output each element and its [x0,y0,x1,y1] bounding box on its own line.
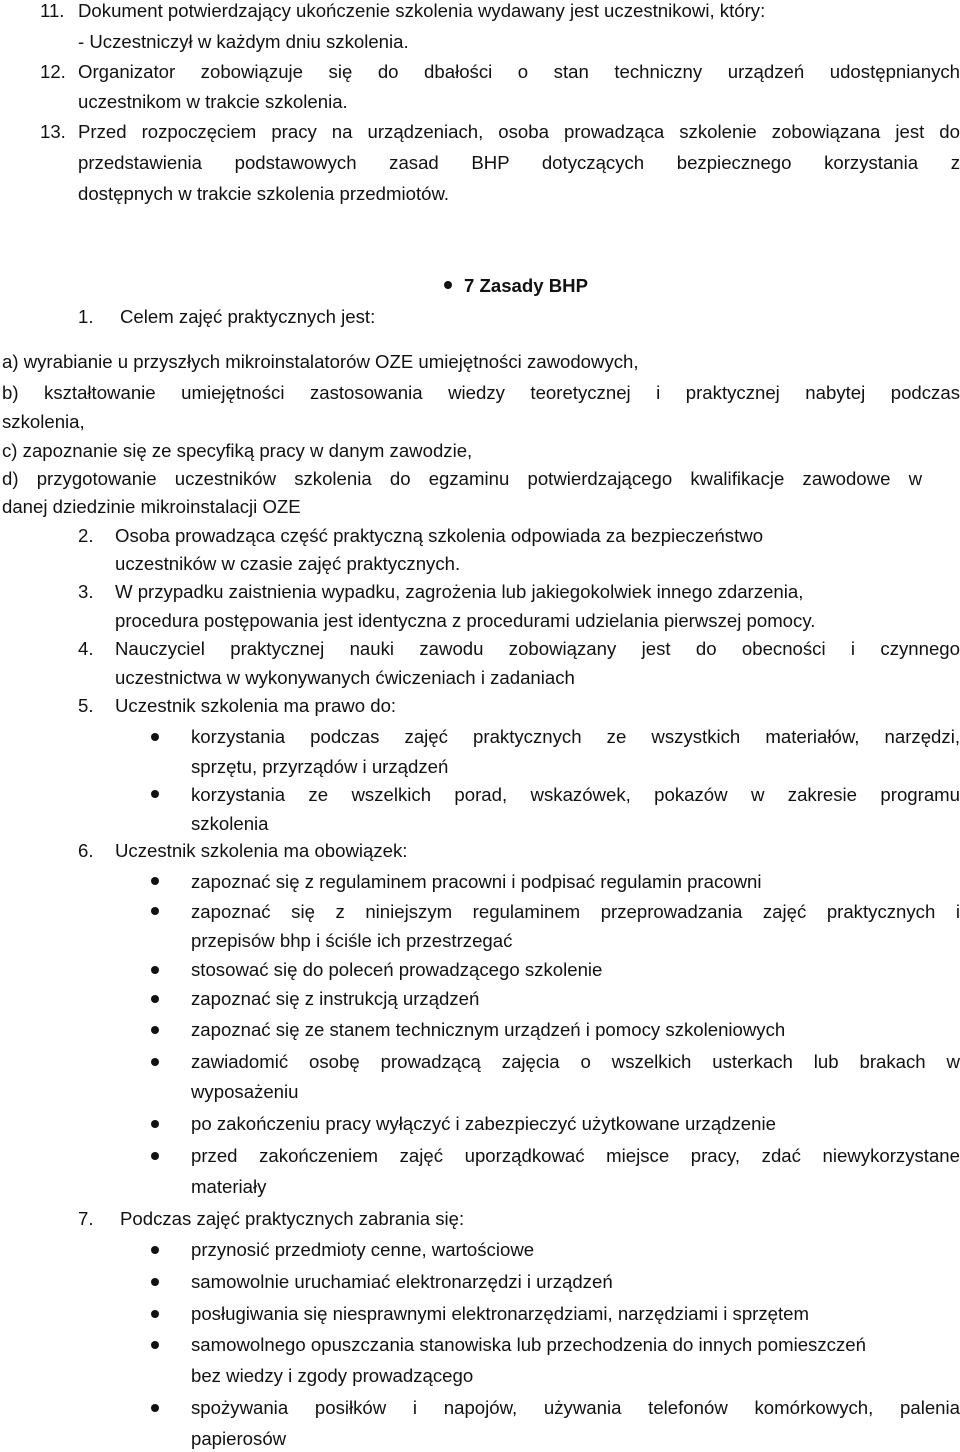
goal-line: c) zapoznanie się ze specyfiką pracy w danym zawodzie, [2,440,473,461]
bullet-icon [151,1026,159,1034]
list-item: spożywania posiłków i napojów, używania telefonów komórkowych, palenia [191,1397,960,1418]
bullet-icon [151,1310,159,1318]
item-text: przedstawienia podstawowych zasad BHP dotyczących bezpiecznego korzystania z [78,152,960,173]
list-item: samowolnie uruchamiać elektronarzędzi i urządzeń [191,1271,613,1292]
item-number: 6. [78,840,94,861]
item-text: W przypadku zaistnienia wypadku, zagrożenia lub jakiegokolwiek innego zdarzenia, [115,581,804,602]
item-text: Dokument potwierdzający ukończenie szkolenia wydawany jest uczestnikowi, który: [78,0,766,21]
list-item: zapoznać się ze stanem technicznym urządzeń i pomocy szkoleniowych [191,1019,786,1040]
goal-line: danej dziedzinie mikroinstalacji OZE [2,496,301,517]
item-number: 7. [78,1208,94,1229]
list-item: po zakończeniu pracy wyłączyć i zabezpieczyć użytkowane urządzenie [191,1113,776,1134]
list-item: zapoznać się z instrukcją urządzeń [191,988,480,1009]
list-item: zapoznać się z niniejszym regulaminem przeprowadzania zajęć praktycznych i [191,901,960,922]
goal-line: b) kształtowanie umiejętności zastosowania wiedzy teoretycznej i praktycznej nabytej podczas [2,382,960,403]
list-item: stosować się do poleceń prowadzącego szkolenie [191,959,603,980]
list-item: korzystania podczas zajęć praktycznych ze wszystkich materiałów, narzędzi, [191,726,960,747]
goal-line: a) wyrabianie u przyszłych mikroinstalatorów OZE umiejętności zawodowych, [2,351,639,372]
goal-line: d) przygotowanie uczestników szkolenia do egzaminu potwierdzającego kwalifikacje zawodowe w [2,468,922,489]
item-number: 3. [78,581,94,602]
bullet-icon [151,1278,159,1286]
list-item: wyposażeniu [191,1081,299,1102]
heading-bullet-icon [444,281,452,289]
item-number: 2. [78,525,94,546]
bullet-icon [151,1058,159,1066]
item-number: 1. [78,306,94,327]
item-number: 12. [40,61,66,82]
item-text: - Uczestniczył w każdym dniu szkolenia. [78,31,409,52]
item-text: Uczestnik szkolenia ma obowiązek: [115,840,408,861]
bullet-icon [151,1120,159,1128]
bullet-icon [151,733,159,741]
bullet-icon [151,1246,159,1254]
bullet-icon [151,790,159,798]
item-text: Podczas zajęć praktycznych zabrania się: [120,1208,465,1229]
list-item: przynosić przedmioty cenne, wartościowe [191,1239,535,1260]
list-item: posługiwania się niesprawnymi elektronarzędziami, narzędziami i sprzętem [191,1303,809,1324]
bullet-icon [151,907,159,915]
item-text: Organizator zobowiązuje się do dbałości o stan techniczny urządzeń udostępnianych [78,61,960,82]
goal-line: szkolenia, [2,411,85,432]
item-text: Przed rozpoczęciem pracy na urządzeniach, osoba prowadząca szkolenie zobowiązana jest do [78,121,960,142]
item-text: uczestnikom w trakcie szkolenia. [78,91,348,112]
item-number: 13. [40,121,66,142]
bullet-icon [151,966,159,974]
list-item: sprzętu, przyrządów i urządzeń [191,756,449,777]
item-number: 5. [78,695,94,716]
item-text: Uczestnik szkolenia ma prawo do: [115,695,397,716]
bullet-icon [151,1404,159,1412]
item-text: uczestników w czasie zajęć praktycznych. [115,553,461,574]
list-item: samowolnego opuszczania stanowiska lub przechodzenia do innych pomieszczeń [191,1334,866,1355]
item-number: 4. [78,638,94,659]
list-item: szkolenia [191,813,269,834]
bullet-icon [151,1341,159,1349]
item-number: 11. [40,0,65,21]
list-item: przed zakończeniem zajęć uporządkować miejsce pracy, zdać niewykorzystane [191,1145,960,1166]
list-item: materiały [191,1176,267,1197]
bullet-icon [151,995,159,1003]
item-text: procedura postępowania jest identyczna z procedurami udzielania pierwszej pomocy. [115,610,816,631]
bullet-icon [151,1152,159,1160]
item-text: Celem zajęć praktycznych jest: [120,306,376,327]
item-text: Osoba prowadząca część praktyczną szkolenia odpowiada za bezpieczeństwo [115,525,764,546]
item-text: dostępnych w trakcie szkolenia przedmiotów. [78,183,450,204]
list-item: bez wiedzy i zgody prowadzącego [191,1365,474,1386]
list-item: korzystania ze wszelkich porad, wskazówek, pokazów w zakresie programu [191,784,960,805]
item-text: uczestnictwa w wykonywanych ćwiczeniach i zadaniach [115,667,575,688]
item-text: Nauczyciel praktycznej nauki zawodu zobowiązany jest do obecności i czynnego [115,638,960,659]
section-heading: 7 Zasady BHP [464,275,589,296]
list-item: zapoznać się z regulaminem pracowni i podpisać regulamin pracowni [191,871,762,892]
list-item: zawiadomić osobę prowadzącą zajęcia o wszelkich usterkach lub brakach w [191,1051,960,1072]
bullet-icon [151,877,159,885]
list-item: papierosów [191,1428,287,1449]
list-item: przepisów bhp i ściśle ich przestrzegać [191,930,513,951]
